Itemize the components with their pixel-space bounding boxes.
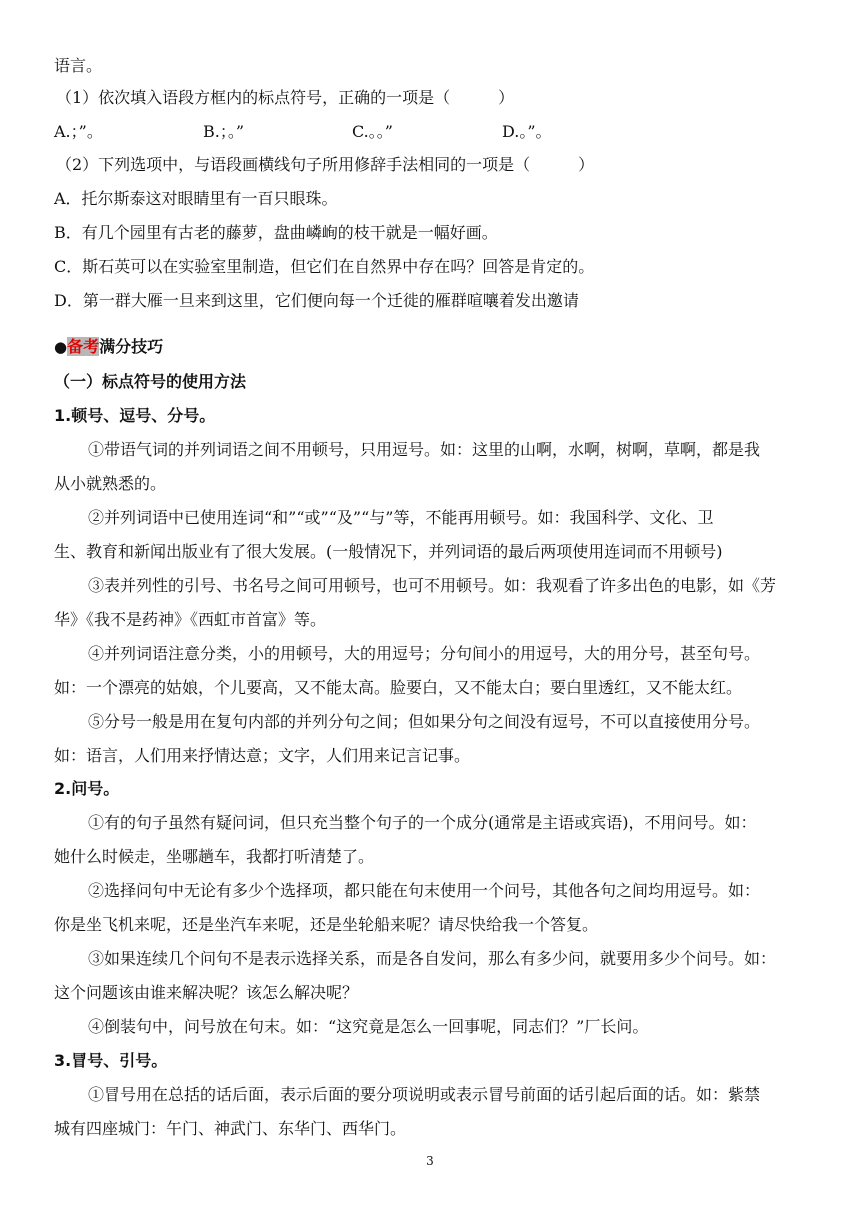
- paragraph-line: 这个问题该由谁来解决呢？该怎么解决呢？: [54, 983, 359, 1002]
- paragraph-line: 城有四座城门：午门、神武门、东华门、西华门。: [54, 1119, 407, 1138]
- bullet-icon: ●: [54, 338, 68, 356]
- section-2-title: 2.问号。: [54, 779, 120, 798]
- section-1-title: 1.顿号、逗号、分号。: [54, 406, 216, 425]
- paragraph-line: ⑤分号一般是用在复句内部的并列分句之间；但如果分句之间没有逗号，不可以直接使用分号。: [88, 712, 761, 731]
- highlighted-label: 备考: [67, 337, 100, 356]
- paragraph-line: ③如果连续几个问句不是表示选择关系，而是各自发问，那么有多少问，就要用多少个问号。如：: [88, 949, 777, 968]
- paragraph-line: ①冒号用在总括的话后面，表示后面的要分项说明或表示冒号前面的话引起后面的话。如：紫禁: [88, 1085, 761, 1104]
- section-3-title: 3.冒号、引号。: [54, 1051, 168, 1070]
- paragraph-line: 如：一个漂亮的姑娘，个儿要高，又不能太高。脸要白，又不能太白；要白里透红，又不能太红。: [54, 678, 743, 697]
- section-subheading: （一）标点符号的使用方法: [54, 372, 247, 391]
- q2-option-b: B．有几个园里有古老的藤萝，盘曲嶙峋的枝干就是一幅好画。: [54, 223, 498, 242]
- q2-option-c: C．斯石英可以在实验室里制造，但它们在自然界中存在吗？回答是肯定的。: [54, 257, 595, 276]
- paragraph-line: ④倒装句中，问号放在句末。如：“这究竟是怎么一回事呢，同志们？”厂长问。: [88, 1017, 649, 1036]
- q2-option-d: D．第一群大雁一旦来到这里，它们便向每一个迁徙的雁群喧嚷着发出邀请: [54, 291, 579, 310]
- paragraph-line: 她什么时候走，坐哪趟车，我都打听清楚了。: [54, 847, 375, 866]
- paragraph-line: 如：语言，人们用来抒情达意；文字，人们用来记言记事。: [54, 746, 471, 765]
- continued-text: 语言。: [54, 56, 103, 75]
- paragraph-line: ②选择问句中无论有多少个选择项，都只能在句末使用一个问号，其他各句之间均用逗号。如：: [88, 881, 761, 900]
- paragraph-line: 生、教育和新闻出版业有了很大发展。(一般情况下，并列词语的最后两项使用连词而不用顿号): [54, 542, 723, 561]
- q2-option-a: A．托尔斯泰这对眼睛里有一百只眼珠。: [54, 189, 338, 208]
- tips-heading: [54, 337, 163, 357]
- paragraph-line: 你是坐飞机来呢，还是坐汽车来呢，还是坐轮船来呢？请尽快给我一个答复。: [54, 915, 599, 934]
- paragraph-line: ①带语气词的并列词语之间不用顿号，只用逗号。如：这里的山啊，水啊，树啊，草啊，都是我: [88, 440, 761, 459]
- q1-option-b: B.；。”: [203, 122, 245, 141]
- question-1: （1）依次填入语段方框内的标点符号，正确的一项是（ ）: [56, 88, 515, 107]
- paragraph-line: 从小就熟悉的。: [54, 474, 167, 493]
- paragraph-line: ②并列词语中已使用连词“和”“或”“及”“与”等，不能再用顿号。如：我国科学、文化、卫: [88, 508, 714, 527]
- paragraph-line: ③表并列性的引号、书名号之间可用顿号，也可不用顿号。如：我观看了许多出色的电影，如《芳: [88, 576, 777, 595]
- paragraph-line: ④并列词语注意分类，小的用顿号，大的用逗号；分句间小的用逗号，大的用分号，甚至句号。: [88, 644, 761, 663]
- q1-option-d: D.。”。: [502, 122, 552, 141]
- paragraph-line: ①有的句子虽然有疑问词，但只充当整个句子的一个成分(通常是主语或宾语)，不用问号。如：: [88, 813, 757, 832]
- q1-option-a: A.；”。: [54, 122, 103, 141]
- q1-option-c: C.。。”: [352, 122, 393, 141]
- tips-title: 满分技巧: [99, 337, 164, 356]
- question-2: （2）下列选项中，与语段画横线句子所用修辞手法相同的一项是（ ）: [56, 155, 595, 174]
- page-number: 3: [426, 1154, 434, 1168]
- paragraph-line: 华》《我不是药神》《西虹市首富》等。: [54, 610, 327, 629]
